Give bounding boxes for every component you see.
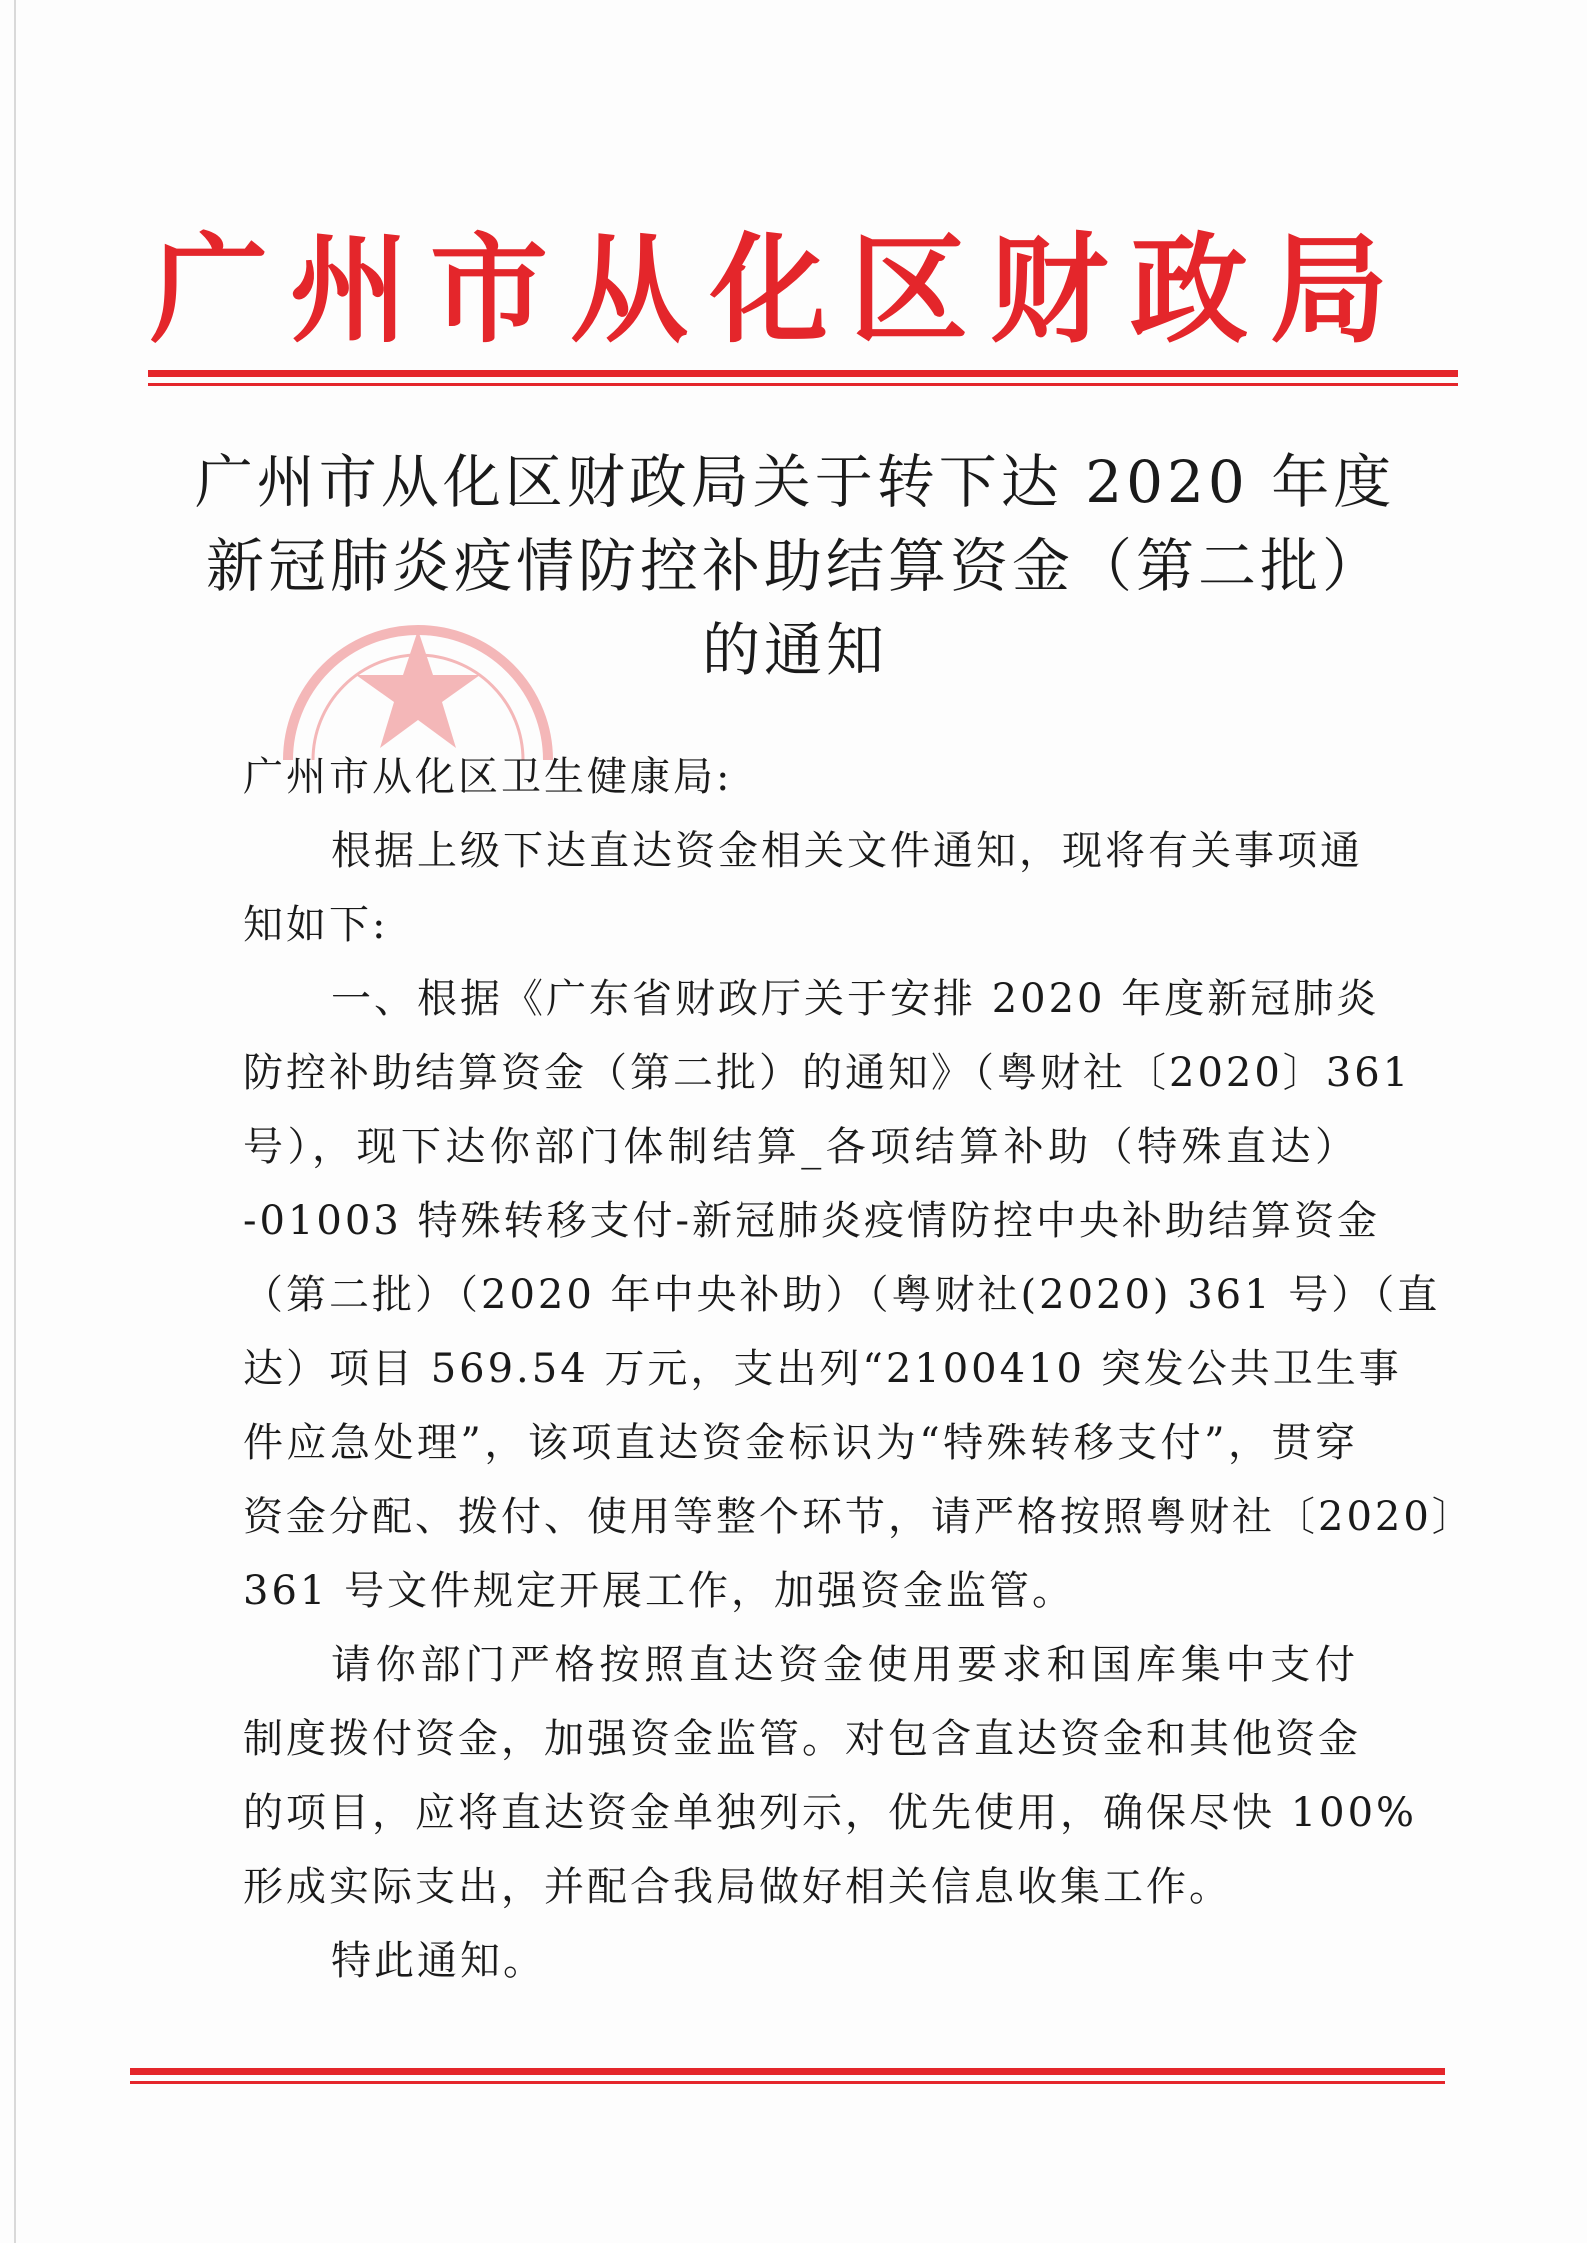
paragraph-line: 件应急处理”，该项直达资金标识为“特殊转移支付”，贯穿 xyxy=(243,1420,1358,1466)
paragraph-line: 达）项目 569.54 万元，支出列“2100410 突发公共卫生事 xyxy=(243,1346,1402,1392)
paragraph-line: （第二批）（2020 年中央补助）（粤财社(2020) 361 号）（直 xyxy=(243,1272,1441,1318)
scan-edge-line xyxy=(14,0,16,2243)
footer-rule-thick xyxy=(130,2068,1445,2075)
paragraph-line: -01003 特殊转移支付-新冠肺炎疫情防控中央补助结算资金 xyxy=(243,1198,1380,1244)
header-rule-thick xyxy=(148,370,1458,377)
document-title-line: 的通知 xyxy=(701,616,888,684)
recipient-line: 广州市从化区卫生健康局: xyxy=(243,754,733,800)
paragraph-line: 知如下: xyxy=(243,902,389,948)
paragraph-line: 资金分配、拨付、使用等整个环节，请严格按照粤财社〔2020〕 xyxy=(243,1494,1475,1540)
paragraph-line: 请你部门严格按照直达资金使用要求和国库集中支付 xyxy=(331,1642,1358,1688)
paragraph-line: 根据上级下达直达资金相关文件通知，现将有关事项通 xyxy=(331,828,1363,874)
paragraph-line: 制度拨付资金，加强资金监管。对包含直达资金和其他资金 xyxy=(243,1716,1361,1762)
document-title xyxy=(160,440,1430,692)
document-title-line: 新冠肺炎疫情防控补助结算资金（第二批） xyxy=(205,532,1384,600)
paragraph-line: 361 号文件规定开展工作，加强资金监管。 xyxy=(243,1568,1076,1614)
closing-line: 特此通知。 xyxy=(331,1938,546,1984)
footer-rule-thin xyxy=(130,2081,1445,2084)
agency-header: 广州市从化区财政局 xyxy=(150,220,1411,359)
header-rule-thin xyxy=(148,383,1458,386)
document-body xyxy=(243,740,1475,1998)
paragraph-line: 形成实际支出，并配合我局做好相关信息收集工作。 xyxy=(243,1864,1232,1910)
document-title-line: 广州市从化区财政局关于转下达 2020 年度 xyxy=(194,448,1396,516)
paragraph-line: 防控补助结算资金（第二批）的通知》（粤财社〔2020〕361 xyxy=(243,1050,1412,1096)
paragraph-line: 一、根据《广东省财政厅关于安排 2020 年度新冠肺炎 xyxy=(331,976,1380,1022)
paragraph-line: 的项目，应将直达资金单独列示，优先使用，确保尽快 100% xyxy=(243,1790,1418,1836)
paragraph-line: 号），现下达你部门体制结算_各项结算补助（特殊直达） xyxy=(243,1124,1358,1170)
